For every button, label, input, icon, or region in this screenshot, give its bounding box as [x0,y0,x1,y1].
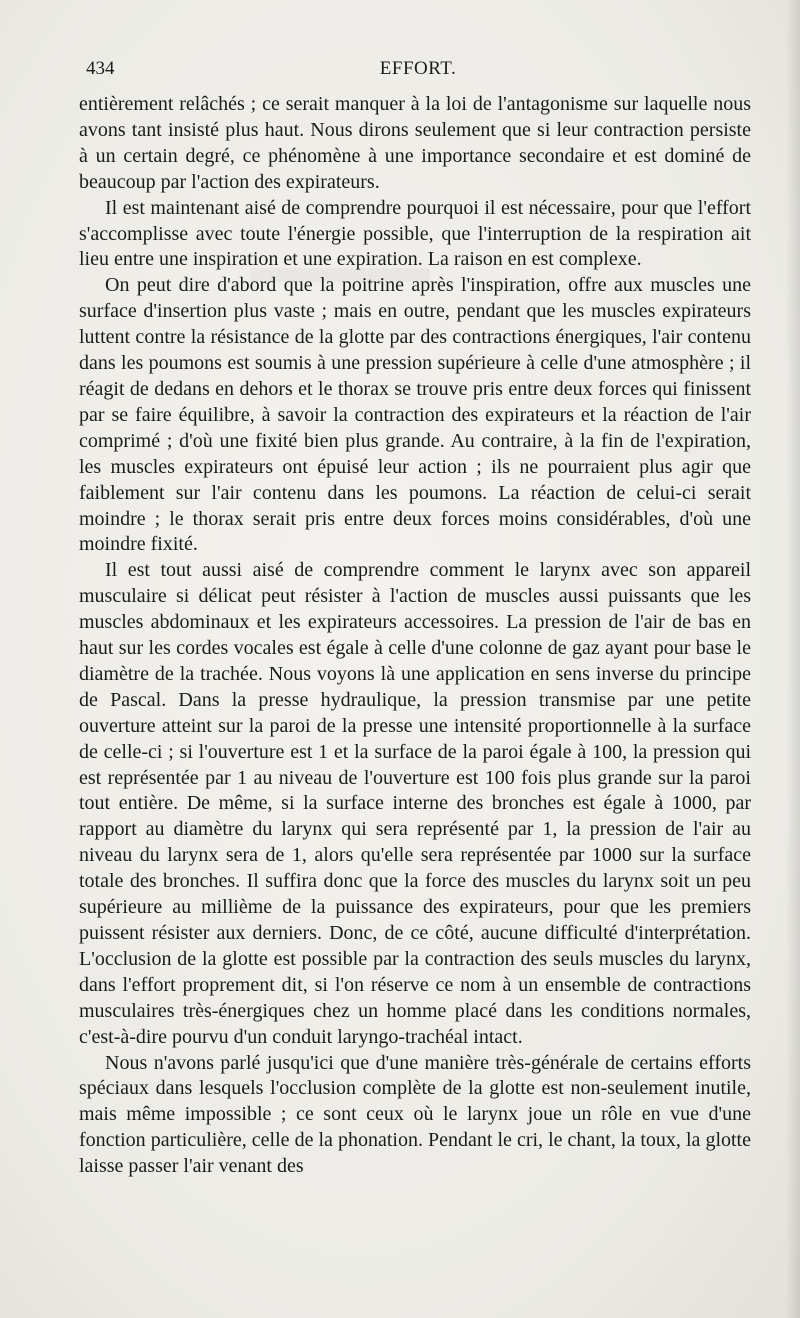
paragraph: Nous n'avons parlé jusqu'ici que d'une manière très-générale de certains efforts spéciaux dans lesquels l'occlusion complète de la glotte est non-seulement inutile, mais même impossible ; ce sont ceux où le larynx joue un rôle en vue d'une fonction particulière, celle de la phonation. Pendant le cri, le chant, la toux, la glotte laisse passer l'air venant des [79,1051,751,1178]
page-number: 434 [86,58,115,79]
running-title: EFFORT. [379,58,457,79]
paragraph: On peut dire d'abord que la poitrine après l'inspiration, offre aux muscles une surface d'insertion plus vaste ; mais en outre, pendant que les muscles expirateurs luttent contre la résistance de la glotte par des contractions énergiques, l'air contenu dans les poumons est soumis à une pression supérieure à celle d'une atmosphère ; il réagit de dedans en dehors et le thorax se trouve pris entre deux forces qui finissent par se faire équilibre, à savoir la contraction des expirateurs et la réaction de l'air comprimé ; d'où une fixité bien plus grande. Au contraire, à la fin de l'expiration, les muscles expirateurs ont épuisé leur action ; ils ne pourraient plus agir que faiblement sur l'air contenu dans les poumons. La réaction de celui-ci serait moindre ; le thorax serait pris entre deux forces moins considérables, d'où une moindre fixité. [79,274,751,556]
page-edge-shadow [786,0,800,1318]
running-head [86,58,750,86]
paragraph: entièrement relâchés ; ce serait manquer à la loi de l'antagonisme sur laquelle nous avons tant insisté plus haut. Nous dirons seulement que si leur contraction persiste à un certain degré, ce phénomène à une importance secondaire et est dominé de beaucoup par l'action des expirateurs. [79,93,751,193]
body-text [79,92,751,1180]
paragraph: Il est maintenant aisé de comprendre pourquoi il est nécessaire, pour que l'effort s'accomplisse avec toute l'énergie possible, que l'interruption de la respiration ait lieu entre une inspiration et une expiration. La raison en est complexe. [79,196,751,271]
paragraph: Il est tout aussi aisé de comprendre comment le larynx avec son appareil musculaire si délicat peut résister à l'action de muscles aussi puissants que les muscles abdominaux et les expirateurs accessoires. La pression de l'air de bas en haut sur les cordes vocales est égale à celle d'une colonne de gaz ayant pour base le diamètre de la trachée. Nous voyons là une application en sens inverse du principe de Pascal. Dans la presse hydraulique, la pression transmise par une petite ouverture atteint sur la paroi de la presse une intensité proportionnelle à la surface de celle-ci ; si l'ouverture est 1 et la surface de la paroi égale à 100, la pression qui est représentée par 1 au niveau de l'ouverture est 100 fois plus grande sur la paroi tout entière. De même, si la surface interne des bronches est égale à 1000, par rapport au diamètre du larynx qui sera représenté par 1, la pression de l'air au niveau du larynx sera de 1, alors qu'elle sera représentée par 1000 sur la surface totale des bronches. Il suffira donc que la force des muscles du larynx soit un peu supérieure au millième de la puissance des expirateurs, pour que les premiers puissent résister aux derniers. Donc, de ce côté, aucune difficulté d'interprétation. L'occlusion de la glotte est possible par la contraction des seuls muscles du larynx, dans l'effort proprement dit, si l'on réserve ce nom à un ensemble de contractions musculaires très-énergiques chez un homme placé dans les conditions normales, c'est-à-dire pourvu d'un conduit laryngo-trachéal intact. [79,559,751,1048]
